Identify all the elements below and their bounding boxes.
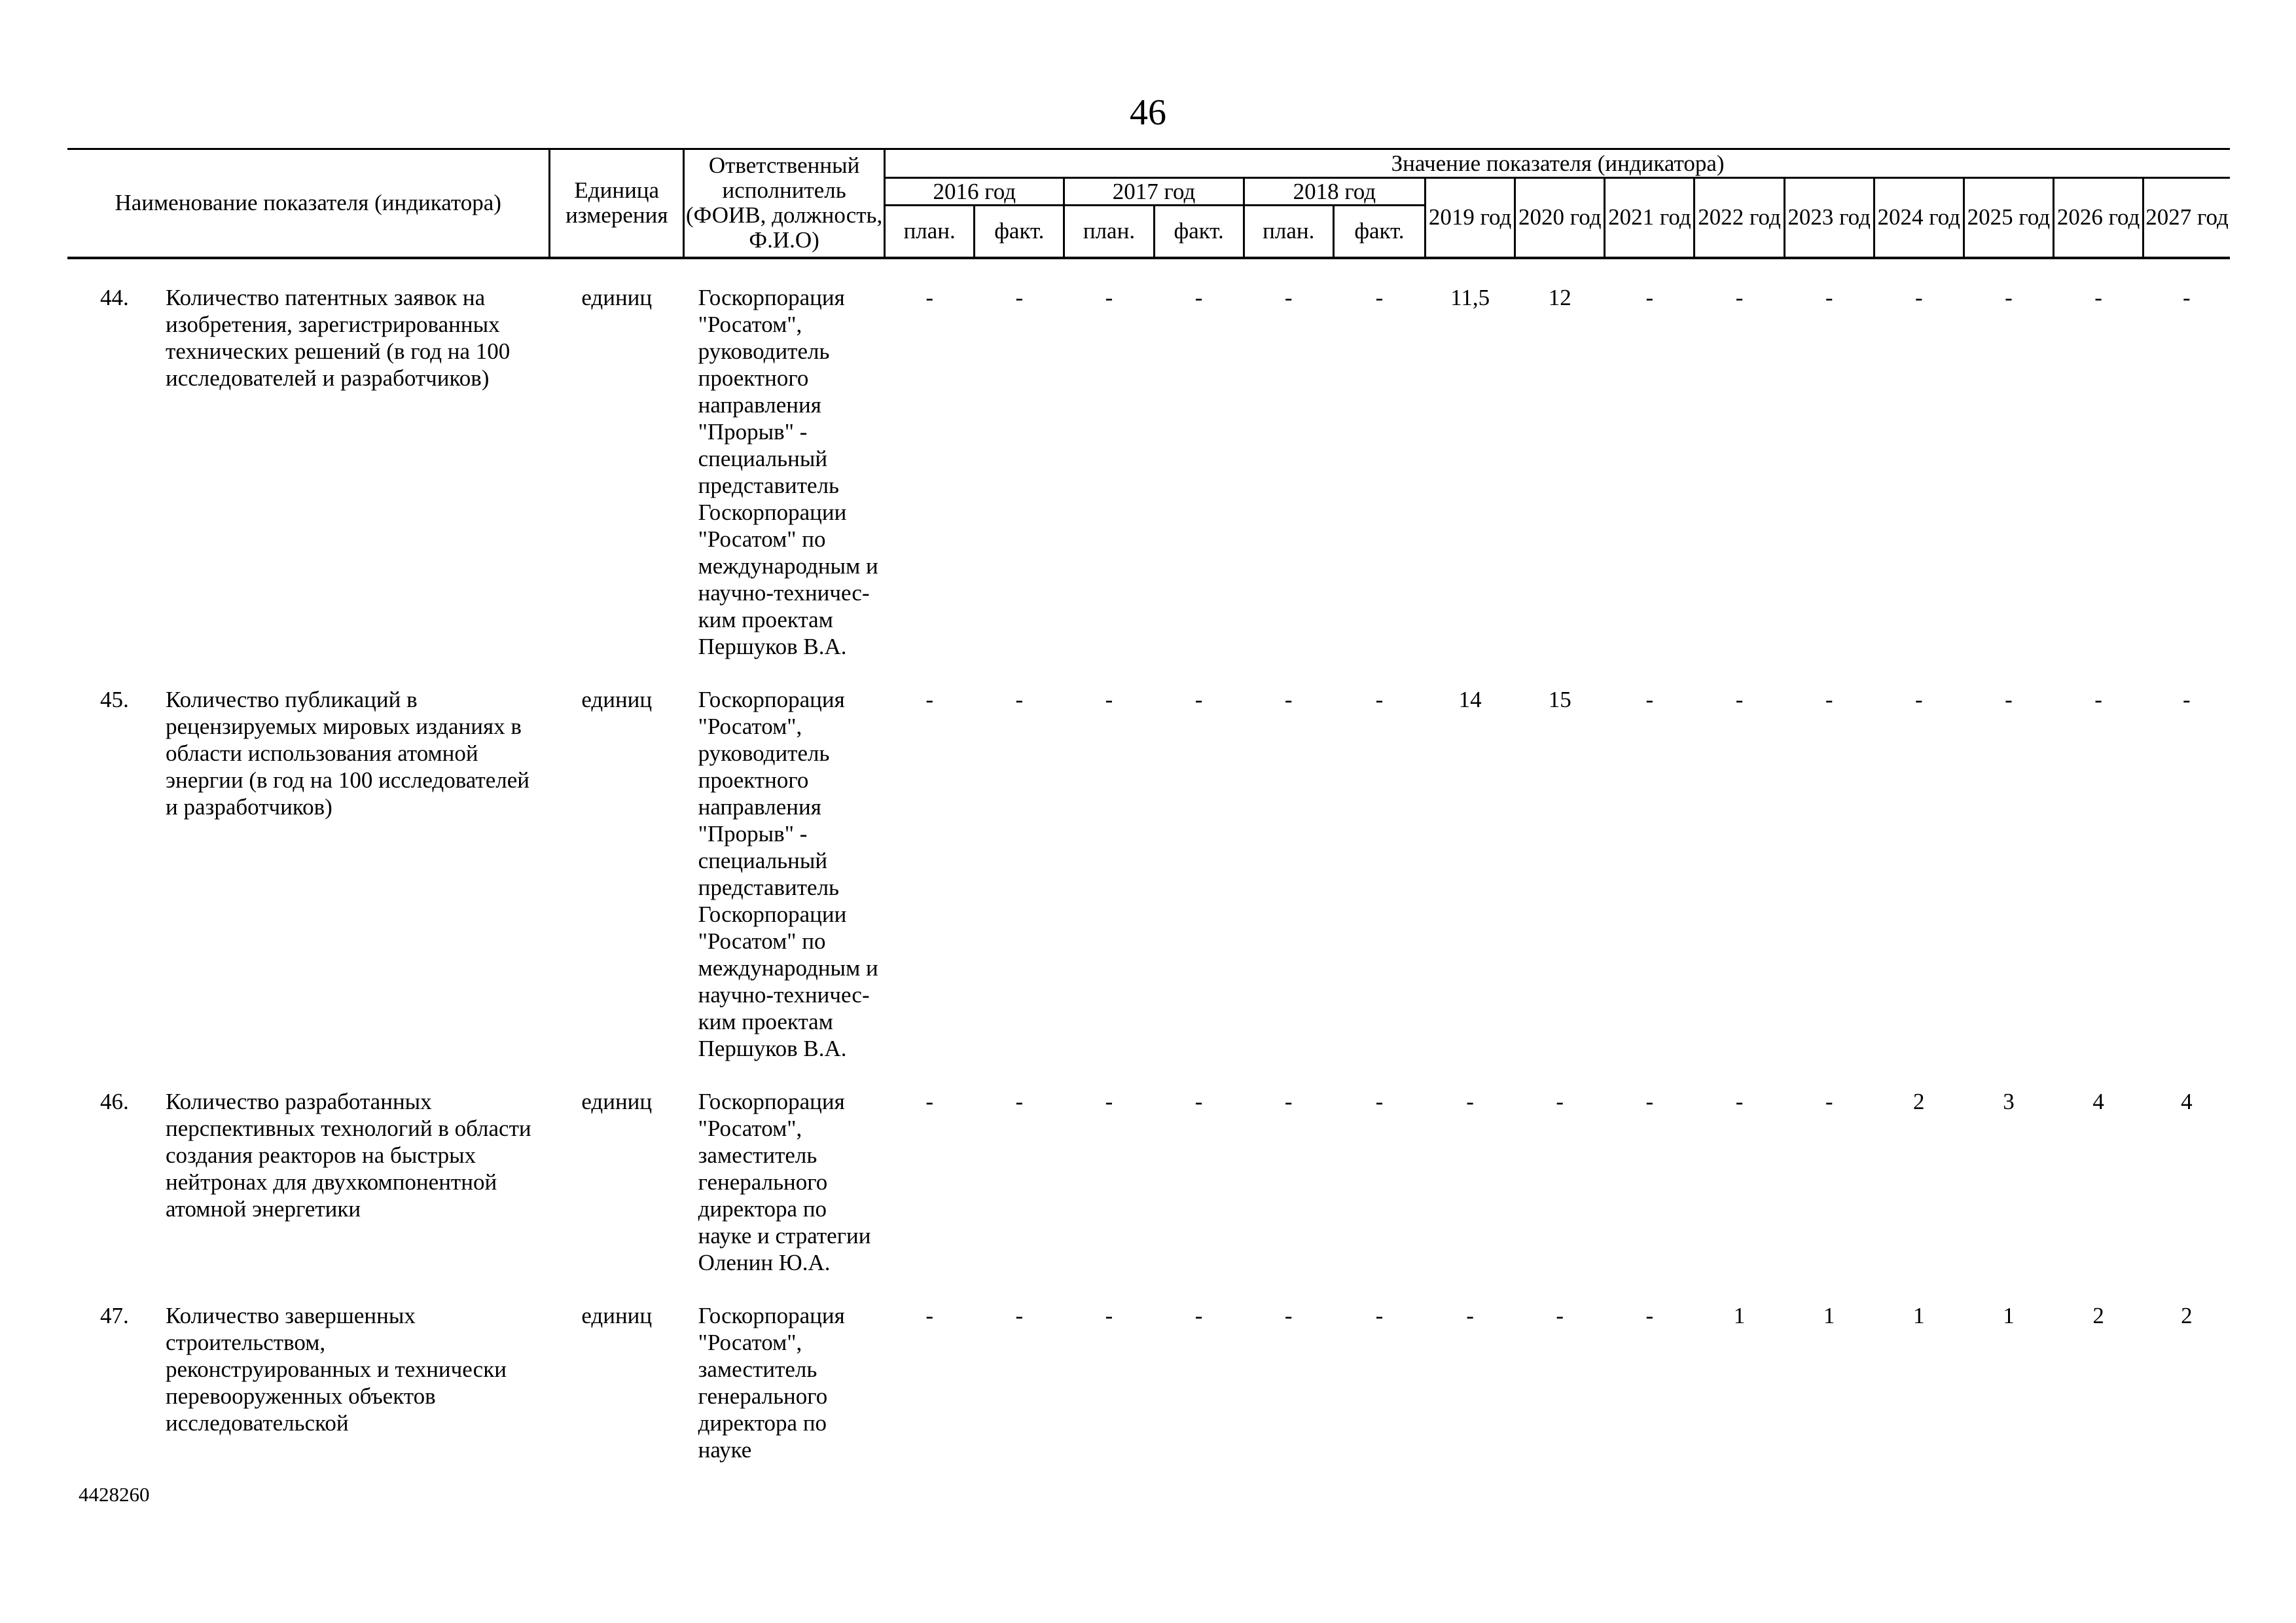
- indicator-name-cell: [67, 284, 550, 686]
- header-fact-2018: факт.: [1333, 206, 1425, 258]
- header-year-2024: 2024 год: [1874, 178, 1964, 258]
- value-2020: 15: [1548, 686, 1571, 712]
- row-number: 46.: [100, 1088, 129, 1114]
- value-2017-plan: -: [1105, 686, 1113, 712]
- value-2024: -: [1914, 686, 1923, 712]
- value-2024: -: [1914, 284, 1923, 310]
- value-2027: 4: [2181, 1088, 2193, 1114]
- value-2021: -: [1645, 1302, 1654, 1328]
- header-year-2025: 2025 год: [1964, 178, 2053, 258]
- value-2016-fact: -: [1015, 1088, 1024, 1114]
- table-body: [67, 258, 2230, 1489]
- header-year-2019: 2019 год: [1426, 178, 1515, 258]
- header-year-2017: 2017 год: [1064, 178, 1244, 206]
- table-row: [67, 686, 2230, 1088]
- row-number: 47.: [100, 1302, 129, 1328]
- value-2023: -: [1825, 284, 1833, 310]
- value-2022: -: [1735, 686, 1744, 712]
- value-2018-plan: -: [1284, 686, 1293, 712]
- value-2022: -: [1735, 1088, 1744, 1114]
- indicators-table: [67, 148, 2230, 1489]
- value-2016-plan: -: [925, 686, 934, 712]
- header-fact-2017: факт.: [1154, 206, 1244, 258]
- header-year-2018: 2018 год: [1244, 178, 1425, 206]
- value-2017-plan: -: [1105, 1088, 1113, 1114]
- header-name: Наименование показателя (индикатора): [67, 149, 550, 258]
- value-2016-plan: -: [925, 284, 934, 310]
- value-2019: 11,5: [1450, 284, 1490, 310]
- value-2018-fact: -: [1375, 1088, 1384, 1114]
- value-2018-fact: -: [1375, 1302, 1384, 1328]
- indicator-name-cell: [67, 1088, 550, 1302]
- table-row: [67, 284, 2230, 686]
- header-year-2020: 2020 год: [1515, 178, 1605, 258]
- executor: Госкорпорация "Росатом", руководитель проектного направления "Прорыв" - специальный представитель Госкорпорации "Росатом" по международным и научно-техничес-ким проектам Першуков В.А.: [698, 284, 878, 659]
- value-2017-fact: -: [1194, 284, 1203, 310]
- indicator-name: Количество патентных заявок на изобретения, зарегистрированных технических решений (в год на 100 исследователей и разработчиков): [166, 284, 511, 391]
- value-2016-fact: -: [1015, 1302, 1024, 1328]
- header-unit: Единица измерения: [550, 149, 684, 258]
- value-2018-plan: -: [1284, 284, 1293, 310]
- value-2023: -: [1825, 686, 1833, 712]
- executor: Госкорпорация "Росатом", руководитель проектного направления "Прорыв" - специальный представитель Госкорпорации "Росатом" по международным и научно-техничес-ким проектам Першуков В.А.: [698, 686, 878, 1061]
- value-2022: -: [1735, 284, 1744, 310]
- indicator-name: Количество завершенных строительством, реконструированных и технически перевооруженных объектов исследовательской: [166, 1302, 507, 1436]
- value-2017-fact: -: [1194, 1302, 1203, 1328]
- value-2027: -: [2183, 284, 2191, 310]
- header-executor: Ответственный исполнитель (ФОИВ, должность, Ф.И.О): [684, 149, 885, 258]
- value-2025: 1: [2003, 1302, 2015, 1328]
- header-year-2023: 2023 год: [1784, 178, 1874, 258]
- table-row: [67, 1302, 2230, 1489]
- value-2021: -: [1645, 686, 1654, 712]
- value-2020: -: [1556, 1088, 1564, 1114]
- executor: Госкорпорация "Росатом", заместитель генерального директора по науке и стратегии Оленин Ю.А.: [698, 1088, 871, 1275]
- header-year-2026: 2026 год: [2054, 178, 2144, 258]
- indicator-name-cell: [67, 1302, 550, 1489]
- value-2025: -: [2005, 284, 2013, 310]
- value-2026: 2: [2092, 1302, 2104, 1328]
- value-2018-plan: -: [1284, 1302, 1293, 1328]
- value-2017-plan: -: [1105, 284, 1113, 310]
- value-2017-plan: -: [1105, 1302, 1113, 1328]
- header-plan-2016: план.: [885, 206, 975, 258]
- header-value-group: Значение показателя (индикатора): [885, 149, 2230, 178]
- value-2026: 4: [2092, 1088, 2104, 1114]
- unit: единиц: [581, 1088, 653, 1114]
- value-2022: 1: [1733, 1302, 1746, 1328]
- value-2020: 12: [1548, 284, 1571, 310]
- value-2027: -: [2183, 686, 2191, 712]
- value-2025: -: [2005, 686, 2013, 712]
- value-2018-fact: -: [1375, 284, 1384, 310]
- page-number: 46: [1130, 92, 1166, 133]
- unit: единиц: [581, 284, 653, 310]
- executor: Госкорпорация "Росатом", заместитель генерального директора по науке: [698, 1302, 845, 1463]
- unit: единиц: [581, 686, 653, 712]
- document-code: 4428260: [79, 1483, 150, 1506]
- header-fact-2016: факт.: [975, 206, 1064, 258]
- value-2024: 1: [1913, 1302, 1925, 1328]
- header-plan-2017: план.: [1064, 206, 1154, 258]
- header-year-2027: 2027 год: [2144, 178, 2230, 258]
- table-row: [67, 1088, 2230, 1302]
- indicator-name: Количество публикаций в рецензируемых мировых изданиях в области использования атомной энергии (в год на 100 исследователей и разработчиков): [166, 686, 529, 820]
- value-2019: -: [1466, 1088, 1474, 1114]
- value-2019: -: [1466, 1302, 1474, 1328]
- value-2016-plan: -: [925, 1302, 934, 1328]
- row-number: 45.: [100, 686, 129, 712]
- value-2017-fact: -: [1194, 686, 1203, 712]
- value-2026: -: [2094, 284, 2102, 310]
- header-year-2022: 2022 год: [1695, 178, 1784, 258]
- value-2025: 3: [2003, 1088, 2015, 1114]
- indicator-name-cell: [67, 686, 550, 1088]
- row-number: 44.: [100, 284, 129, 310]
- value-2017-fact: -: [1194, 1088, 1203, 1114]
- value-2016-plan: -: [925, 1088, 934, 1114]
- header-year-2016: 2016 год: [885, 178, 1064, 206]
- value-2023: 1: [1823, 1302, 1835, 1328]
- value-2021: -: [1645, 1088, 1654, 1114]
- header-plan-2018: план.: [1244, 206, 1333, 258]
- value-2027: 2: [2181, 1302, 2193, 1328]
- value-2023: -: [1825, 1088, 1833, 1114]
- unit: единиц: [581, 1302, 653, 1328]
- value-2019: 14: [1458, 686, 1482, 712]
- value-2016-fact: -: [1015, 686, 1024, 712]
- value-2018-plan: -: [1284, 1088, 1293, 1114]
- value-2018-fact: -: [1375, 686, 1384, 712]
- value-2020: -: [1556, 1302, 1564, 1328]
- header-year-2021: 2021 год: [1605, 178, 1695, 258]
- value-2024: 2: [1913, 1088, 1925, 1114]
- table-header: [67, 149, 2230, 258]
- value-2021: -: [1645, 284, 1654, 310]
- indicator-name: Количество разработанных перспективных технологий в области создания реакторов на быстрых нейтронах для двухкомпонентной атомной энергетики: [166, 1088, 531, 1222]
- value-2016-fact: -: [1015, 284, 1024, 310]
- value-2026: -: [2094, 686, 2102, 712]
